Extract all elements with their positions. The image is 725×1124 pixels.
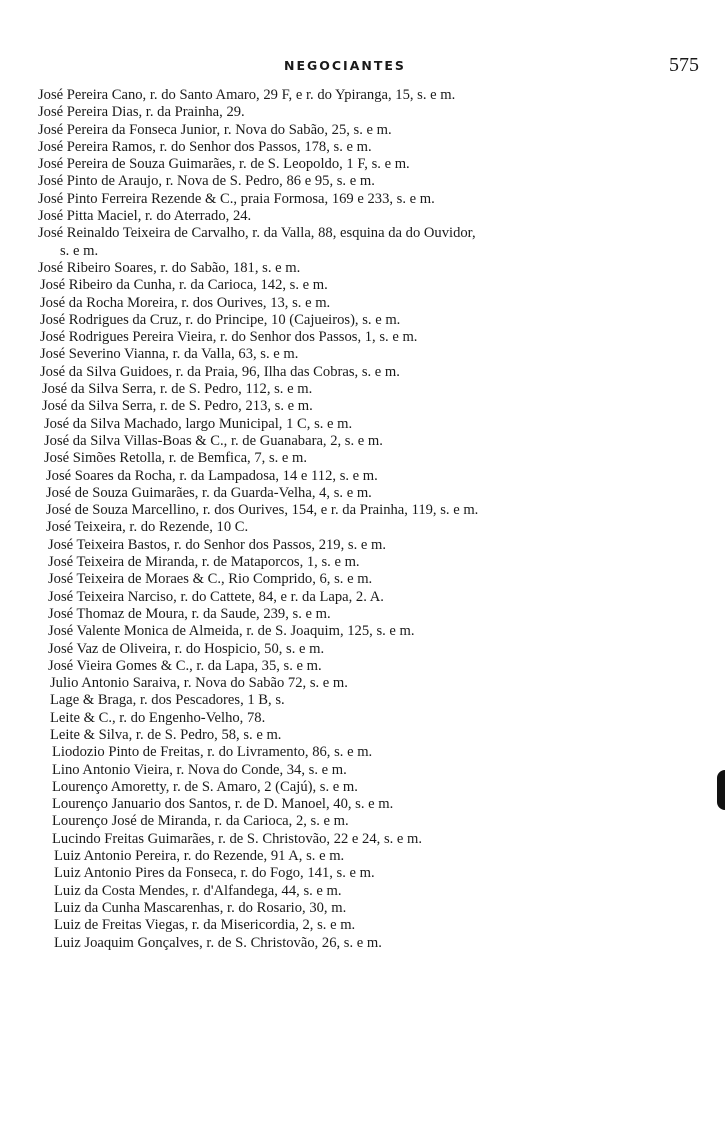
list-item: Lourenço Januario dos Santos, r. de D. Manoel, 40, s. e m. [52, 796, 394, 813]
list-item: Leite & C., r. do Engenho-Velho, 78. [50, 709, 266, 726]
list-item: Lage & Braga, r. dos Pescadores, 1 B, s. [50, 692, 285, 709]
list-item: José Simões Retolla, r. de Bemfica, 7, s. e m. [44, 450, 308, 467]
list-item: José da Rocha Moreira, r. dos Ourives, 13, s. e m. [40, 294, 331, 311]
list-item: Lucindo Freitas Guimarães, r. de S. Christovão, 22 e 24, s. e m. [52, 830, 423, 847]
page-header [0, 54, 725, 80]
list-item: José Pinto Ferreira Rezende & C., praia Formosa, 169 e 233, s. e m. [38, 190, 435, 207]
list-item: José Teixeira Narciso, r. do Cattete, 84, e r. da Lapa, 2. A. [48, 588, 384, 605]
list-item: Luiz de Freitas Viegas, r. da Misericordia, 2, s. e m. [54, 917, 356, 934]
list-item: José Teixeira Bastos, r. do Senhor dos Passos, 219, s. e m. [48, 536, 386, 553]
list-item: José Rodrigues da Cruz, r. do Principe, 10 (Cajueiros), s. e m. [40, 311, 401, 328]
list-item-continuation: s. e m. [60, 242, 99, 259]
list-item: Leite & Silva, r. de S. Pedro, 58, s. e m. [50, 726, 282, 743]
list-item: José da Silva Villas-Boas & C., r. de Guanabara, 2, s. e m. [44, 432, 383, 449]
list-item: Lourenço José de Miranda, r. da Carioca, 2, s. e m. [52, 813, 349, 830]
list-item: José Valente Monica de Almeida, r. de S. Joaquim, 125, s. e m. [48, 623, 415, 640]
list-item: José Teixeira de Moraes & C., Rio Comprido, 6, s. e m. [48, 571, 373, 588]
list-item: Julio Antonio Saraiva, r. Nova do Sabão 72, s. e m. [50, 675, 348, 692]
list-item: José Pereira de Souza Guimarães, r. de S. Leopoldo, 1 F, s. e m. [38, 156, 410, 173]
list-item: José Pereira Dias, r. da Prainha, 29. [38, 104, 245, 121]
list-item: Luiz da Cunha Mascarenhas, r. do Rosario, 30, m. [54, 899, 347, 916]
list-item: Lourenço Amoretty, r. de S. Amaro, 2 (Cajú), s. e m. [52, 778, 358, 795]
list-item: José de Souza Guimarães, r. da Guarda-Velha, 4, s. e m. [46, 484, 372, 501]
list-item: José Rodrigues Pereira Vieira, r. do Senhor dos Passos, 1, s. e m. [40, 329, 418, 346]
list-item: José da Silva Serra, r. de S. Pedro, 213, s. e m. [42, 398, 313, 415]
list-item: Lino Antonio Vieira, r. Nova do Conde, 34, s. e m. [52, 761, 347, 778]
list-item: José Vaz de Oliveira, r. do Hospicio, 50, s. e m. [48, 640, 325, 657]
page-edge-mark [717, 770, 725, 810]
list-item: José Pereira Cano, r. do Santo Amaro, 29 F, e r. do Ypiranga, 15, s. e m. [38, 87, 456, 103]
list-item: José Reinaldo Teixeira de Carvalho, r. da Valla, 88, esquina da do Ouvidor, [38, 225, 476, 242]
list-item: José da Silva Serra, r. de S. Pedro, 112, s. e m. [42, 381, 313, 398]
list-item: José Teixeira de Miranda, r. de Mataporcos, 1, s. e m. [48, 554, 360, 571]
list-item: José Soares da Rocha, r. da Lampadosa, 14 e 112, s. e m. [46, 467, 378, 484]
list-item: Luiz da Costa Mendes, r. d'Alfandega, 44, s. e m. [54, 882, 342, 899]
list-item: José Teixeira, r. do Rezende, 10 C. [46, 519, 249, 536]
list-item: José da Silva Guidoes, r. da Praia, 96, Ilha das Cobras, s. e m. [40, 363, 400, 380]
list-item: José Pitta Maciel, r. do Aterrado, 24. [38, 208, 252, 225]
section-title: NEGOCIANTES [284, 58, 406, 73]
merchant-list [38, 87, 718, 952]
list-item: Luiz Joaquim Gonçalves, r. de S. Christovão, 26, s. e m. [54, 934, 382, 951]
list-item: Luiz Antonio Pires da Fonseca, r. do Fogo, 141, s. e m. [54, 865, 375, 882]
list-item: José de Souza Marcellino, r. dos Ourives, 154, e r. da Prainha, 119, s. e m. [46, 502, 479, 519]
page-number: 575 [669, 54, 699, 76]
list-item: José Thomaz de Moura, r. da Saude, 239, s. e m. [48, 605, 331, 622]
list-item: José Pinto de Araujo, r. Nova de S. Pedro, 86 e 95, s. e m. [38, 173, 375, 190]
list-item: José Pereira da Fonseca Junior, r. Nova do Sabão, 25, s. e m. [38, 121, 392, 138]
list-item: José da Silva Machado, largo Municipal, 1 C, s. e m. [44, 415, 353, 432]
list-item: Liodozio Pinto de Freitas, r. do Livramento, 86, s. e m. [52, 744, 373, 761]
list-item: José Pereira Ramos, r. do Senhor dos Passos, 178, s. e m. [38, 138, 372, 155]
list-item: José Vieira Gomes & C., r. da Lapa, 35, s. e m. [48, 657, 322, 674]
list-item: Luiz Antonio Pereira, r. do Rezende, 91 A, s. e m. [54, 848, 345, 865]
list-item: José Ribeiro Soares, r. do Sabão, 181, s. e m. [38, 259, 301, 276]
list-item: José Severino Vianna, r. da Valla, 63, s. e m. [40, 346, 299, 363]
list-item: José Ribeiro da Cunha, r. da Carioca, 142, s. e m. [40, 277, 328, 294]
